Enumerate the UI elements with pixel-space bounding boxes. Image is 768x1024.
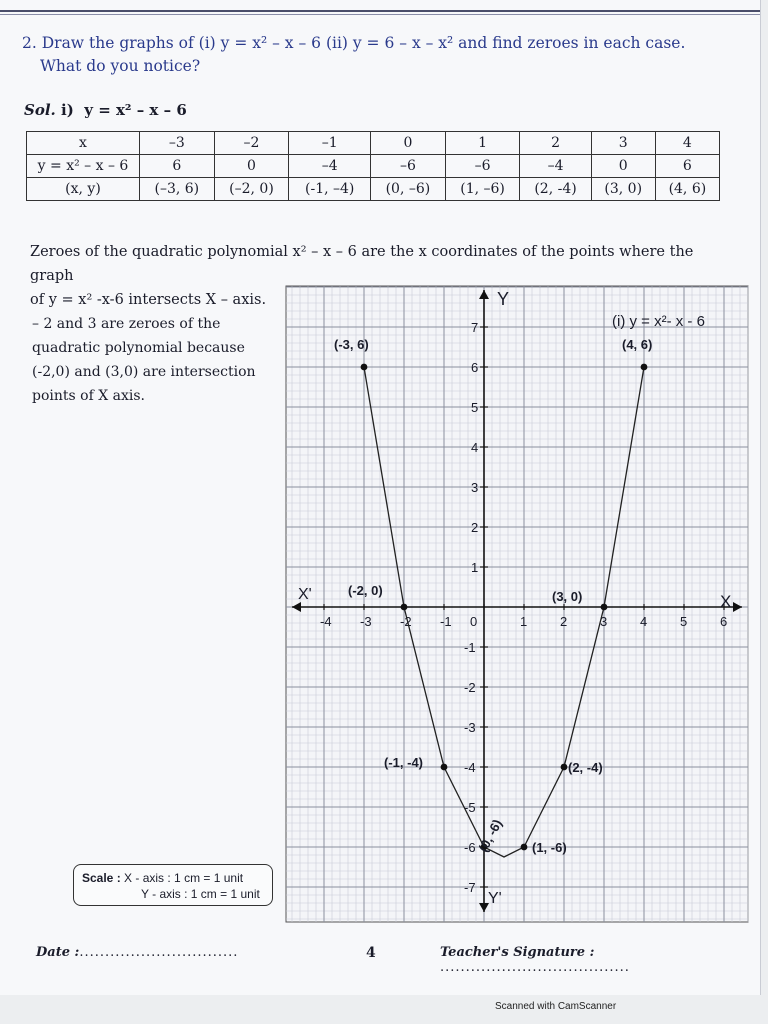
question-number: 2. (22, 34, 37, 52)
point-label: (0, -6) (475, 816, 505, 855)
table-cell: –6 (371, 155, 446, 178)
y-tick-label: 2 (471, 520, 479, 535)
table-cell: y = x² – x – 6 (27, 155, 140, 178)
scanner-watermark: Scanned with CamScanner (495, 1001, 617, 1012)
data-point (521, 844, 528, 851)
signature-field (440, 945, 768, 975)
x-tick-label: 4 (640, 614, 648, 629)
table-cell: (1, –6) (445, 178, 520, 201)
scale-box (73, 864, 273, 906)
y-tick-label: -3 (464, 720, 476, 735)
note-line-4: points of X axis. (32, 388, 145, 404)
table-cell: (3, 0) (591, 178, 655, 201)
x-axis-label: X (720, 592, 732, 611)
table-cell: (–3, 6) (140, 178, 215, 201)
x-axis-neg-label: X' (298, 586, 312, 603)
table-cell: –4 (520, 155, 591, 178)
x-tick-label: 2 (560, 614, 568, 629)
x-tick-label: -2 (400, 614, 412, 629)
y-tick-label: 4 (471, 440, 479, 455)
table-cell: 1 (445, 132, 520, 155)
solution-label: Sol. (24, 101, 56, 119)
signature-label: Teacher's Signature : (440, 945, 595, 960)
y-tick-label: 5 (471, 400, 479, 415)
explanation-line-1: Zeroes of the quadratic polynomial x² – x – 6 are the x coordinates of the points where the graph (30, 244, 694, 284)
note-line-2: quadratic polynomial because (32, 340, 245, 356)
point-label: (3, 0) (552, 589, 583, 604)
scale-label: Scale : (82, 871, 121, 885)
data-point (361, 364, 368, 371)
table-cell: –6 (445, 155, 520, 178)
y-tick-label: -4 (464, 760, 476, 775)
table-cell: 3 (591, 132, 655, 155)
x-tick-label: 0 (470, 614, 478, 629)
table-cell: 4 (655, 132, 719, 155)
table-cell: x (27, 132, 140, 155)
y-tick-label: -5 (464, 800, 476, 815)
y-tick-label: -7 (464, 880, 476, 895)
point-label: (4, 6) (622, 337, 653, 352)
y-axis-label: Y (497, 289, 510, 309)
signature-dots: ..................................... (440, 960, 630, 975)
note-line-1: – 2 and 3 are zeroes of the (32, 316, 221, 332)
y-tick-label: -2 (464, 680, 476, 695)
point-label: (2, -4) (568, 760, 603, 775)
y-tick-label: 6 (471, 360, 479, 375)
data-point (641, 364, 648, 371)
question-line-1: Draw the graphs of (i) y = x² – x – 6 (ii) y = 6 – x – x² and find zeroes in each case. (41, 34, 686, 52)
date-label: Date : (36, 945, 80, 960)
chart-title: (i) y = x²- x - 6 (612, 313, 705, 330)
solution-equation: y = x² – x – 6 (84, 101, 187, 119)
point-label: (-3, 6) (334, 337, 369, 352)
scale-x-axis: X - axis : 1 cm = 1 unit (124, 871, 244, 885)
table-cell: –1 (289, 132, 371, 155)
table-cell: (-1, –4) (289, 178, 371, 201)
x-tick-label: -1 (440, 614, 452, 629)
table-cell: –2 (214, 132, 289, 155)
table-cell: 0 (591, 155, 655, 178)
table-cell: (x, y) (27, 178, 140, 201)
x-tick-label: 1 (520, 614, 528, 629)
table-cell: (4, 6) (655, 178, 719, 201)
x-tick-label: -4 (320, 614, 332, 629)
point-label: (-2, 0) (348, 583, 383, 598)
y-tick-label: -6 (464, 840, 476, 855)
y-tick-label: 1 (471, 560, 479, 575)
data-point (561, 764, 568, 771)
page-number: 4 (366, 945, 376, 961)
data-point (401, 604, 408, 611)
table-cell: (2, -4) (520, 178, 591, 201)
x-tick-label: 3 (600, 614, 608, 629)
y-tick-label: 7 (471, 320, 479, 335)
table-cell: 2 (520, 132, 591, 155)
data-point (441, 764, 448, 771)
data-point (601, 604, 608, 611)
x-tick-label: -3 (360, 614, 372, 629)
graph-paper (286, 286, 748, 922)
y-tick-label: 3 (471, 480, 479, 495)
point-label: (1, -6) (532, 840, 567, 855)
table-cell: 0 (371, 132, 446, 155)
y-axis-neg-label: Y' (488, 890, 502, 907)
table-cell: 6 (140, 155, 215, 178)
x-tick-label: 6 (720, 614, 728, 629)
y-tick-label: -1 (464, 640, 476, 655)
date-field (36, 945, 238, 960)
table-cell: –4 (289, 155, 371, 178)
point-label: (-1, -4) (384, 755, 423, 770)
table-cell: –3 (140, 132, 215, 155)
table-cell: (–2, 0) (214, 178, 289, 201)
table-cell: (0, –6) (371, 178, 446, 201)
solution-part: i) (61, 101, 74, 119)
table-cell: 0 (214, 155, 289, 178)
question-line-2: What do you notice? (40, 57, 201, 75)
date-dots: ............................... (79, 945, 239, 960)
table-cell: 6 (655, 155, 719, 178)
note-line-3: (-2,0) and (3,0) are intersection (32, 364, 256, 380)
x-tick-label: 5 (680, 614, 688, 629)
explanation-line-2: of y = x² -x-6 intersects X – axis. (30, 292, 267, 308)
scale-y-axis: Y - axis : 1 cm = 1 unit (141, 887, 260, 901)
